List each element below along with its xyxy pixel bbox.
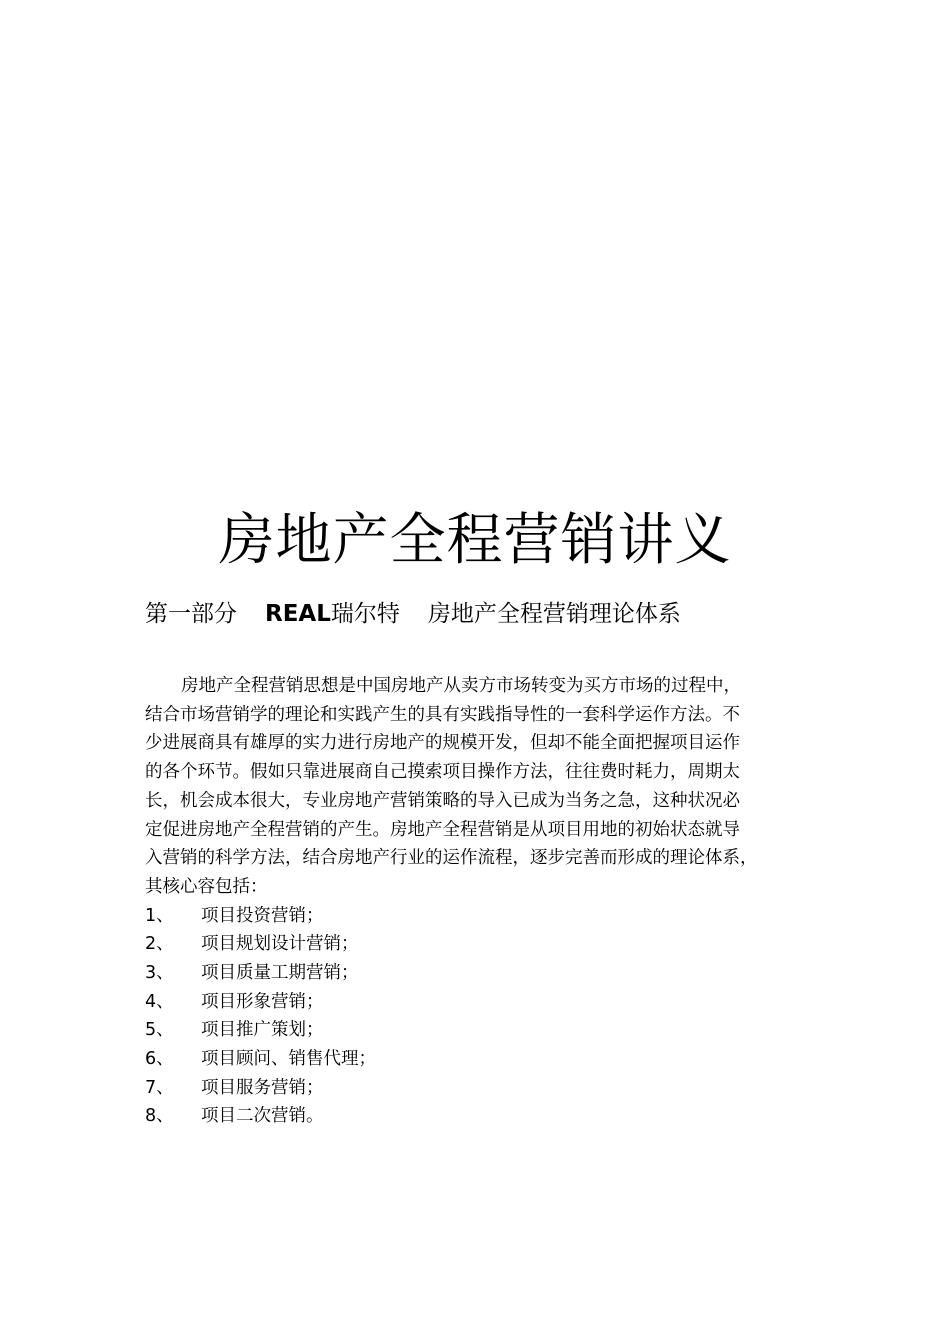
subtitle-topic: 房地产全程营销理论体系	[427, 601, 681, 627]
list-item	[145, 959, 815, 988]
list-item	[145, 1045, 815, 1074]
paragraph-line: 其核心容包括：	[145, 876, 268, 897]
list-item-text: 项目规划设计营销；	[201, 934, 359, 955]
list-item-number: 2、	[145, 934, 174, 955]
subtitle-brand-cn: 瑞尔特	[330, 601, 400, 627]
list-item-number: 1、	[145, 905, 174, 926]
list-item	[145, 1016, 815, 1045]
list-item-number: 4、	[145, 991, 174, 1012]
list-item-number: 5、	[145, 1020, 174, 1041]
paragraph-line: 定促进房地产全程营销的产生。房地产全程营销是从项目用地的初始状态就导	[145, 819, 740, 840]
list-item	[145, 988, 815, 1017]
list-item-text: 项目投资营销；	[201, 905, 324, 926]
list-item-text: 项目质量工期营销；	[201, 963, 359, 983]
paragraph-line: 结合市场营销学的理论和实践产生的具有实践指导性的一套科学运作方法。不	[145, 704, 740, 725]
list-item	[145, 1074, 815, 1103]
paragraph-line: 房地产全程营销思想是中国房地产从卖方市场转变为买方市场的过程中，	[181, 676, 741, 696]
list-item	[145, 1102, 815, 1131]
paragraph-line: 长，机会成本很大，专业房地产营销策略的导入已成为当务之急，这种状况必	[145, 790, 740, 811]
list-item-text: 项目服务营销；	[201, 1077, 324, 1098]
list-item-number: 8、	[145, 1106, 174, 1127]
list-item	[145, 902, 815, 931]
subtitle-part: 第一部分	[145, 601, 237, 627]
list-item-text: 项目推广策划；	[201, 1020, 324, 1041]
paragraph-line: 少进展商具有雄厚的实力进行房地产的规模开发，但却不能全面把握项目运作	[145, 733, 740, 754]
list-item-text: 项目形象营销；	[201, 991, 324, 1012]
list-item-number: 7、	[145, 1077, 174, 1098]
document-title: 房地产全程营销讲义	[218, 508, 732, 573]
subtitle-brand-en: REAL	[265, 601, 331, 627]
list-item-text: 项目二次营销。	[201, 1106, 324, 1127]
list-item-number: 3、	[145, 963, 174, 983]
section-subtitle	[145, 596, 681, 632]
paragraph-line: 入营销的科学方法，结合房地产行业的运作流程，逐步完善而形成的理论体系，	[145, 848, 758, 869]
body-text	[145, 672, 815, 1131]
list-item-text: 项目顾问、销售代理；	[201, 1049, 376, 1070]
intro-paragraph	[145, 672, 815, 902]
core-content-list	[145, 902, 815, 1132]
list-item	[145, 930, 815, 959]
list-item-number: 6、	[145, 1049, 174, 1070]
paragraph-line: 的各个环节。假如只靠进展商自己摸索项目操作方法，往往费时耗力，周期太	[145, 762, 740, 783]
